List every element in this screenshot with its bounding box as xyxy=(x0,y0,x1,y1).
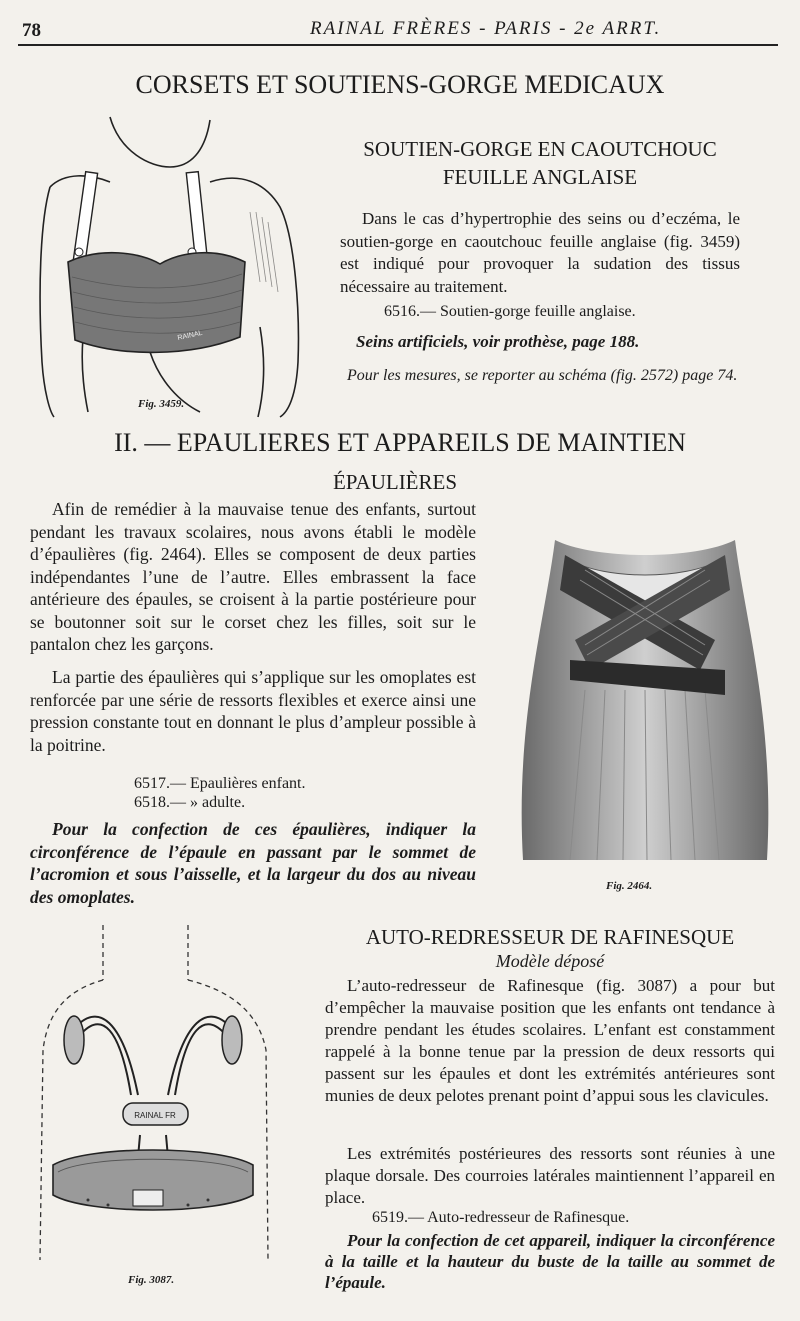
auto-redresseur-title: AUTO-REDRESSEUR DE RAFINESQUE xyxy=(365,925,735,949)
epaulieres-paragraph-2: La partie des épaulières qui s’applique sur les omoplates est renforcée par une série de ressorts flexibles et exerce ainsi une pression constante tout en donnant le plus d’ampleur possible à la poitrine. xyxy=(30,667,476,755)
bra-brand-label: RAINAL xyxy=(176,329,204,342)
measure-note: Pour les mesures, se reporter au schéma (fig. 2572) page 74. xyxy=(347,367,738,384)
figure-2464-epaulieres xyxy=(515,520,775,870)
artificial-breasts-note: Seins artificiels, voir prothèse, page 188. xyxy=(356,332,640,351)
figure-caption-3459: Fig. 3459. xyxy=(138,398,185,410)
auto-redresseur-subtitle: Modèle déposé xyxy=(495,951,605,971)
item-6516: 6516.— Soutien-gorge feuille anglaise. xyxy=(384,303,636,320)
figure-caption-3087: Fig. 3087. xyxy=(128,1274,175,1286)
product-title-line1: SOUTIEN-GORGE EN CAOUTCHOUC xyxy=(363,137,717,161)
page-number: 78 xyxy=(22,20,41,41)
bra-description: Dans le cas d’hypertrophie des seins ou d’eczéma, le soutien-gorge en caoutchouc feuille anglaise (fig. 3459) est indiqué pour provoquer la sudation des tissus nécessaire au traitement. xyxy=(340,209,740,296)
subtitle-epaulieres: ÉPAULIÈRES xyxy=(332,470,458,494)
auto-redresseur-paragraph-1: L’auto-redresseur de Rafinesque (fig. 3087) a pour but d’empêcher la mauvaise position que les enfants ont tendance à prendre pendant les études scolaires. L’enfant est constamment rappelé à la bonne tenue par la pression de deux ressorts qui passent sur les épaules et dont les extrémités antérieures sont munies de deux pelotes prenant point d’appui sous les clavicules. xyxy=(325,976,775,1105)
item-6517: 6517.— Epaulières enfant. xyxy=(134,775,306,792)
header-rule xyxy=(18,44,778,46)
epaulieres-note: Pour la confection de ces épaulières, indiquer la circonférence de l’épaule en passant par le sommet de l’acromion et sous l’aisselle, et la largeur du dos au niveau des omoplates. xyxy=(30,819,476,907)
figure-caption-2464: Fig. 2464. xyxy=(606,880,653,892)
epaulieres-paragraph-1: Afin de remédier à la mauvaise tenue des enfants, surtout pendant les travaux scolaires, nous avons établi le modèle d’épaulières (fig. 2464). Elles se composent de deux parties indépendantes l’une de l’autre. Elles embrassent la face antérieure des épaules, se croisent à la partie postérieure pour se boutonner soit sur le corset chez les filles, soit sur le pantalon chez les garçons. xyxy=(30,499,476,654)
item-6519: 6519.— Auto-redresseur de Rafinesque. xyxy=(372,1209,630,1226)
figure-3087-auto-redresseur xyxy=(28,920,318,1280)
plate-label: RAINAL FR xyxy=(134,1111,176,1120)
auto-redresseur-paragraph-2: Les extrémités postérieures des ressorts sont réunies à une plaque dorsale. Des courroies latérales maintiennent l’appareil en place. xyxy=(325,1144,775,1207)
section-title-corsets: CORSETS ET SOUTIENS-GORGE MEDICAUX xyxy=(135,70,665,99)
section-title-epaulieres: II. — EPAULIERES ET APPAREILS DE MAINTIEN xyxy=(114,428,686,457)
auto-redresseur-note: Pour la confection de cet appareil, indiquer la circonférence à la taille et la hauteur du buste de la taille au sommet de l’épaule. xyxy=(325,1231,775,1292)
running-title: RAINAL FRÈRES - PARIS - 2e ARRT. xyxy=(310,18,662,39)
item-6518: 6518.— » adulte. xyxy=(134,794,246,811)
figure-3459-bra xyxy=(30,112,320,422)
product-title-line2: FEUILLE ANGLAISE xyxy=(442,165,638,189)
